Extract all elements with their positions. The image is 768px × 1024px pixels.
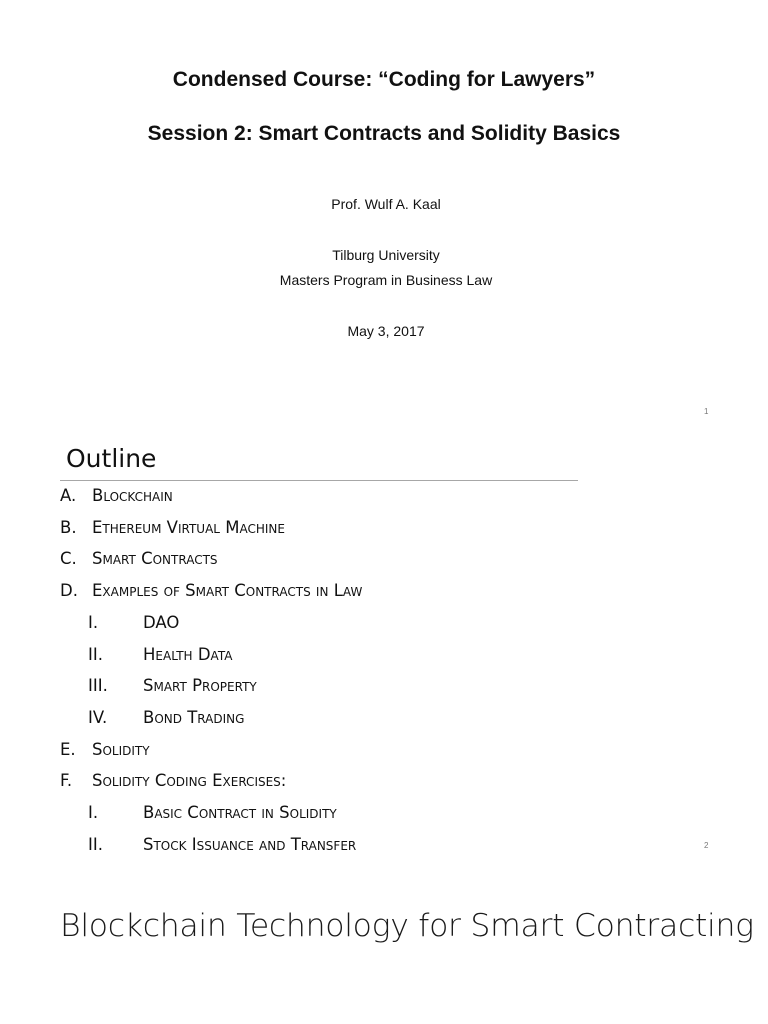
item-text: Examples of Smart Contracts in Law <box>92 581 363 600</box>
section-title: Blockchain Technology for Smart Contracting <box>60 908 754 944</box>
item-text: Smart Property <box>143 676 257 695</box>
author-name: Prof. Wulf A. Kaal <box>331 196 441 212</box>
outline-subitem-d3 <box>88 676 257 695</box>
outline-heading: Outline <box>66 444 157 473</box>
item-text: Blockchain <box>92 486 173 505</box>
heading-divider <box>60 480 578 481</box>
item-text: DAO <box>143 613 180 632</box>
item-text: Solidity Coding Exercises: <box>92 771 287 790</box>
outline-item-b <box>60 518 285 537</box>
item-marker: I. <box>88 803 99 822</box>
item-marker: III. <box>88 676 108 695</box>
item-marker: II. <box>88 835 103 854</box>
item-text: Solidity <box>92 740 150 759</box>
institution-name: Tilburg University <box>332 247 440 263</box>
item-marker: II. <box>88 645 103 664</box>
session-title: Session 2: Smart Contracts and Solidity Basics <box>147 122 621 145</box>
page-number: 1 <box>704 407 709 416</box>
outline-item-d <box>60 581 362 600</box>
outline-subitem-d2 <box>88 645 232 664</box>
item-marker: B. <box>60 518 77 537</box>
outline-subitem-d1 <box>88 613 179 632</box>
outline-item-f <box>60 771 286 790</box>
outline-item-e <box>60 740 150 759</box>
item-text: Bond Trading <box>143 708 245 727</box>
presentation-date: May 3, 2017 <box>347 323 425 339</box>
outline-subitem-f2 <box>88 835 356 854</box>
item-text: Stock Issuance and Transfer <box>143 835 357 854</box>
item-text: Ethereum Virtual Machine <box>92 518 285 537</box>
item-marker: F. <box>60 771 73 790</box>
page-number: 2 <box>704 841 709 850</box>
item-text: Basic Contract in Solidity <box>143 803 337 822</box>
outline-item-c <box>60 549 218 568</box>
item-marker: IV. <box>88 708 108 727</box>
program-name: Masters Program in Business Law <box>279 272 493 288</box>
item-text: Smart Contracts <box>92 549 218 568</box>
outline-subitem-f1 <box>88 803 337 822</box>
outline-subitem-d4 <box>88 708 244 727</box>
course-title: Condensed Course: “Coding for Lawyers” <box>172 68 596 91</box>
item-text: Health Data <box>143 645 233 664</box>
item-marker: A. <box>60 486 77 505</box>
item-marker: C. <box>60 549 77 568</box>
item-marker: D. <box>60 581 78 600</box>
item-marker: E. <box>60 740 76 759</box>
outline-item-a <box>60 486 173 505</box>
item-marker: I. <box>88 613 99 632</box>
